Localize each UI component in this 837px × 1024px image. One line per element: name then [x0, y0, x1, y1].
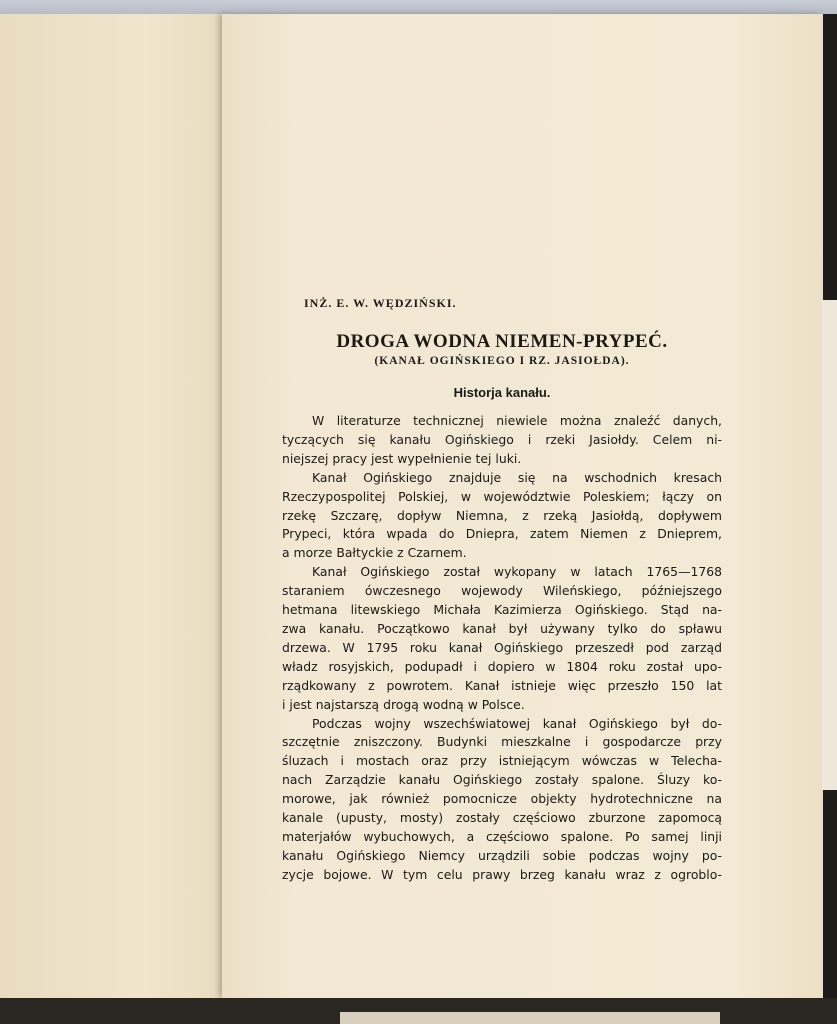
- paragraph: [282, 715, 722, 885]
- text-line: kanału Ogińskiego Niemcy urządzili sobie podczas wojny po-: [282, 847, 722, 863]
- text-line: zycje bojowe. W tym celu prawy brzeg kanału wraz z ogroblo-: [282, 866, 722, 882]
- text-line: W literaturze technicznej niewiele można znaleźć danych,: [312, 413, 722, 428]
- text-line: a morze Bałtyckie z Czarnem.: [282, 545, 467, 561]
- article-title: DROGA WODNA NIEMEN-PRYPEĆ.: [336, 331, 668, 352]
- text-line: Prypeci, która wpada do Dniepra, zatem Niemen z Dnieprem,: [282, 526, 722, 542]
- bottom-paper-edge: [340, 1012, 720, 1024]
- text-line: kanale (upusty, mosty) zostały częściowo zburzone zapomocą: [282, 810, 722, 826]
- text-line: Rzeczypospolitej Polskiej, w województwie Poleskiem; łączy on: [282, 488, 722, 504]
- paragraph: [282, 412, 722, 469]
- text-line: szczętnie zniszczony. Budynki mieszkalne i gospodarcze przy: [282, 734, 722, 750]
- text-line: materjałów wybuchowych, a częściowo spalone. Po samej linji: [282, 828, 722, 844]
- text-line: Kanał Ogińskiego znajduje się na wschodnich kresach: [312, 469, 722, 485]
- text-line: tyczących się kanału Ogińskiego i rzeki Jasiołdy. Celem ni-: [282, 431, 722, 447]
- text-line: zwa kanału. Początkowo kanał był używany tylko do spławu: [282, 620, 722, 636]
- page-edge-strip: [822, 300, 837, 790]
- left-page: [0, 14, 247, 1002]
- text-line: i jest najstarszą drogą wodną w Polsce.: [282, 696, 525, 712]
- author-line: INŻ. E. W. WĘDZIŃSKI.: [304, 296, 457, 310]
- paragraph: [282, 563, 722, 714]
- text-line: władz rosyjskich, podupadł i dopiero w 1804 roku został upo-: [282, 658, 722, 674]
- article-subtitle: (KANAŁ OGIŃSKIEGO I RZ. JASIOŁDA).: [374, 355, 630, 367]
- text-line: morowe, jak również pomocnicze objekty hydrotechniczne na: [282, 791, 722, 807]
- text-line: drzewa. W 1795 roku kanał Ogińskiego przeszedł pod zarząd: [282, 639, 722, 655]
- article-content: [282, 296, 722, 885]
- body-text: [282, 412, 722, 885]
- text-line: rzekę Szczarę, dopływ Niemna, z rzeką Jasiołdą, dopływem: [282, 507, 722, 523]
- text-line: śluzach i mostach oraz przy istniejącym wówczas w Telecha-: [282, 753, 722, 769]
- text-line: Podczas wojny wszechświatowej kanał Ogińskiego był do-: [312, 715, 722, 731]
- text-line: staraniem ówczesnego wojewody Wileńskiego, późniejszego: [282, 583, 722, 599]
- paragraph: [282, 469, 722, 564]
- text-line: rządkowany z powrotem. Kanał istnieje więc przeszło 150 lat: [282, 677, 722, 693]
- background-strip: [0, 0, 837, 14]
- text-line: Kanał Ogińskiego został wykopany w latach 1765—1768: [312, 564, 722, 580]
- text-line: hetmana litewskiego Michała Kazimierza Ogińskiego. Stąd na-: [282, 602, 722, 618]
- text-line: niejszej pracy jest wypełnienie tej luki.: [282, 450, 522, 466]
- text-line: nach Zarządzie kanału Ogińskiego zostały spalone. Śluzy ko-: [282, 772, 722, 788]
- section-heading: Historja kanału.: [453, 385, 551, 400]
